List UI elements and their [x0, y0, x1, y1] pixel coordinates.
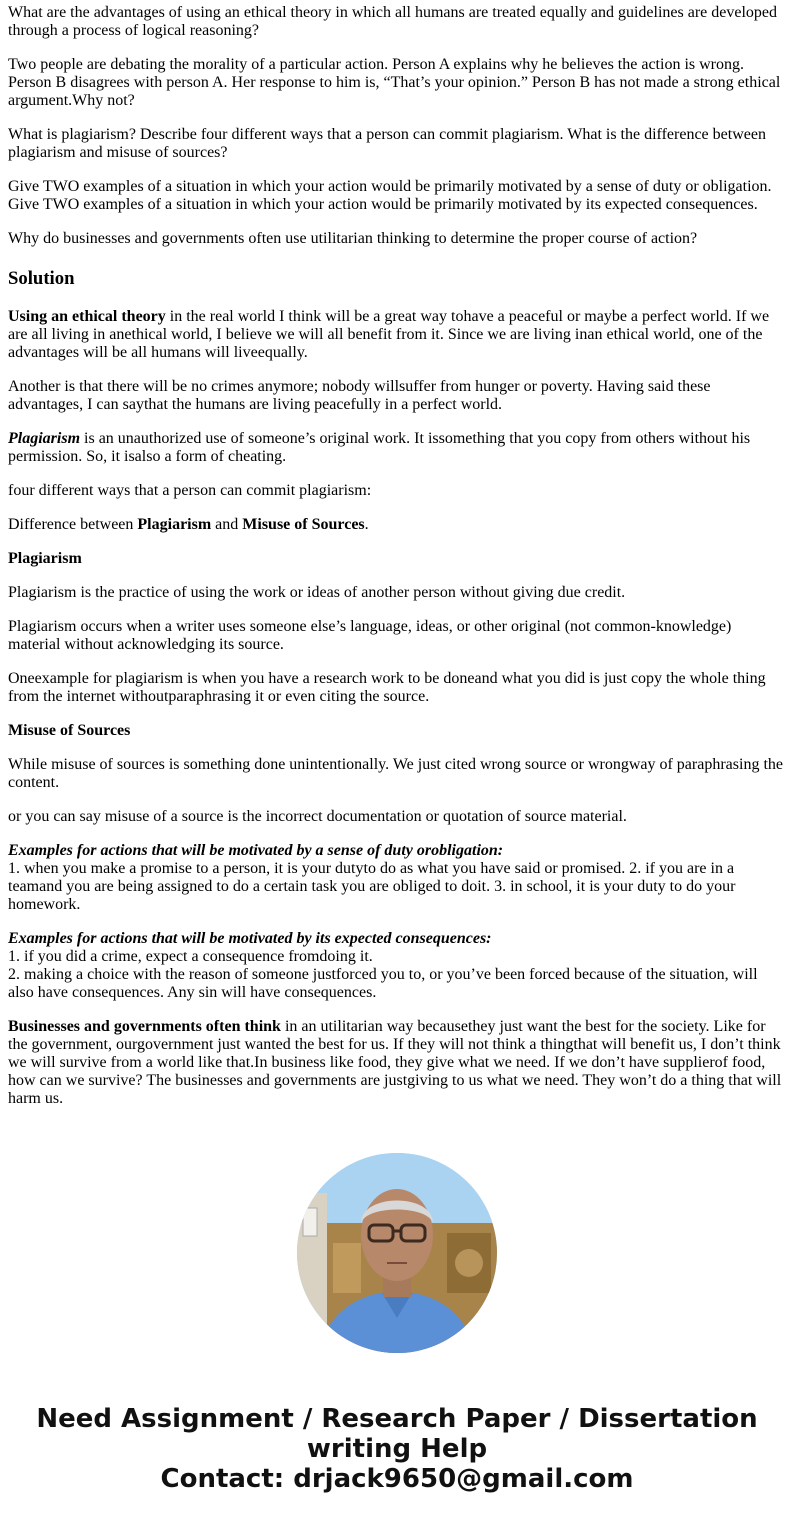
ethical-theory-bold: Using an ethical theory: [8, 308, 166, 325]
contact-banner: [0, 1404, 794, 1494]
difference-prefix: Difference between: [8, 516, 138, 533]
consequence-examples: [8, 930, 786, 1002]
difference-misuse: Misuse of Sources: [242, 516, 365, 533]
misuse-paragraph-1: While misuse of sources is something done unintentionally. We just cited wrong source or wrongway of paraphrasing the content.: [8, 756, 783, 791]
question-5: Why do businesses and governments often use utilitarian thinking to determine the proper course of action?: [8, 230, 698, 247]
plagiarism-term: Plagiarism: [8, 430, 81, 447]
difference-period: .: [364, 516, 369, 533]
business-text: in an utilitarian way becausethey just want the best for the society. Like for the government, ourgovernment just wanted the best for us. If they will not think a thingthat will benefit us, I don’t think we will survive from a world like that.In business like food, they give what we need. If we don’t have supplierof food, how can we survive? The businesses and governments are justgiving to us what we need. They won’t do a thing that will harm us.: [8, 1018, 782, 1107]
four-ways-paragraph: four different ways that a person can commit plagiarism:: [8, 482, 372, 499]
banner-line-2: writing Help: [306, 1434, 488, 1464]
misuse-subheading: [8, 722, 786, 740]
difference-plagiarism: Plagiarism: [137, 516, 212, 533]
ethical-theory-text: in the real world I think will be a great way tohave a peaceful or maybe a perfect world. If we are all living in anethical world, I believe we will all benefit from it. Since we are living inan ethical world, one of the advantages will be all humans will liveequally.: [8, 308, 770, 361]
consequence-examples-heading: Examples for actions that will be motivated by its expected consequences:: [8, 930, 492, 947]
question-1: What are the advantages of using an ethical theory in which all humans are treated equally and guidelines are developed through a process of logical reasoning?: [8, 4, 778, 39]
plagiarism-paragraph-1: Plagiarism is the practice of using the work or ideas of another person without giving due credit.: [8, 584, 626, 601]
plagiarism-paragraph-2: Plagiarism occurs when a writer uses someone else’s language, ideas, or other original (not common-knowledge) material without acknowledging its source.: [8, 618, 732, 653]
misuse-paragraph-2: or you can say misuse of a source is the incorrect documentation or quotation of source material.: [8, 808, 627, 825]
ethical-theory-paragraph: [8, 308, 786, 362]
business-bold: Businesses and governments often think: [8, 1018, 281, 1035]
duty-examples-text: 1. when you make a promise to a person, it is your dutyto do as what you have said or promised. 2. if you are in a teamand you are being assigned to do a certain task you are obliged to doit. 3. in school, it is your duty to do your homework.: [8, 860, 736, 913]
consequence-line-1: 1. if you did a crime, expect a consequence fromdoing it.: [8, 948, 373, 965]
plagiarism-paragraph-3: Oneexample for plagiarism is when you have a research work to be doneand what you did is just copy the whole thing from the internet withoutparaphrasing it or even citing the source.: [8, 670, 766, 705]
difference-paragraph: [8, 516, 786, 534]
advantages-paragraph: Another is that there will be no crimes anymore; nobody willsuffer from hunger or poverty. Having said these advantages, I can saythat the humans are living peacefully in a perfect world.: [8, 378, 711, 413]
author-portrait: [297, 1153, 497, 1353]
plagiarism-subheading-text: Plagiarism: [8, 550, 82, 567]
plagiarism-definition-text: is an unauthorized use of someone’s original work. It issomething that you copy from others without his permission. So, it isalso a form of cheating.: [8, 430, 751, 465]
banner-contact-line: Contact: drjack9650@gmail.com: [160, 1464, 634, 1494]
business-paragraph: [8, 1018, 786, 1108]
difference-and: and: [211, 516, 243, 533]
plagiarism-subheading: [8, 550, 786, 568]
question-3: What is plagiarism? Describe four different ways that a person can commit plagiarism. What is the difference between plagiarism and misuse of sources?: [8, 126, 766, 161]
plagiarism-definition-paragraph: [8, 430, 786, 466]
consequence-line-2: 2. making a choice with the reason of someone justforced you to, or you’ve been forced because of the situation, will also have consequences. Any sin will have consequences.: [8, 966, 758, 1001]
misuse-subheading-text: Misuse of Sources: [8, 722, 131, 739]
solution-heading: Solution: [8, 268, 75, 289]
duty-examples: [8, 842, 786, 914]
author-avatar: [297, 1153, 497, 1353]
banner-line-1: Need Assignment / Research Paper / Dissertation: [36, 1404, 758, 1434]
duty-examples-heading: Examples for actions that will be motivated by a sense of duty orobligation:: [8, 842, 504, 859]
question-2: Two people are debating the morality of a particular action. Person A explains why he believes the action is wrong. Person B disagrees with person A. Her response to him is, “That’s your opinion.” Person B has not made a strong ethical argument.Why not?: [8, 56, 781, 109]
article: [8, 4, 786, 1124]
question-4: Give TWO examples of a situation in which your action would be primarily motivated by a sense of duty or obligation. Give TWO examples of a situation in which your action would be primarily motivated by its expected consequences.: [8, 178, 772, 213]
